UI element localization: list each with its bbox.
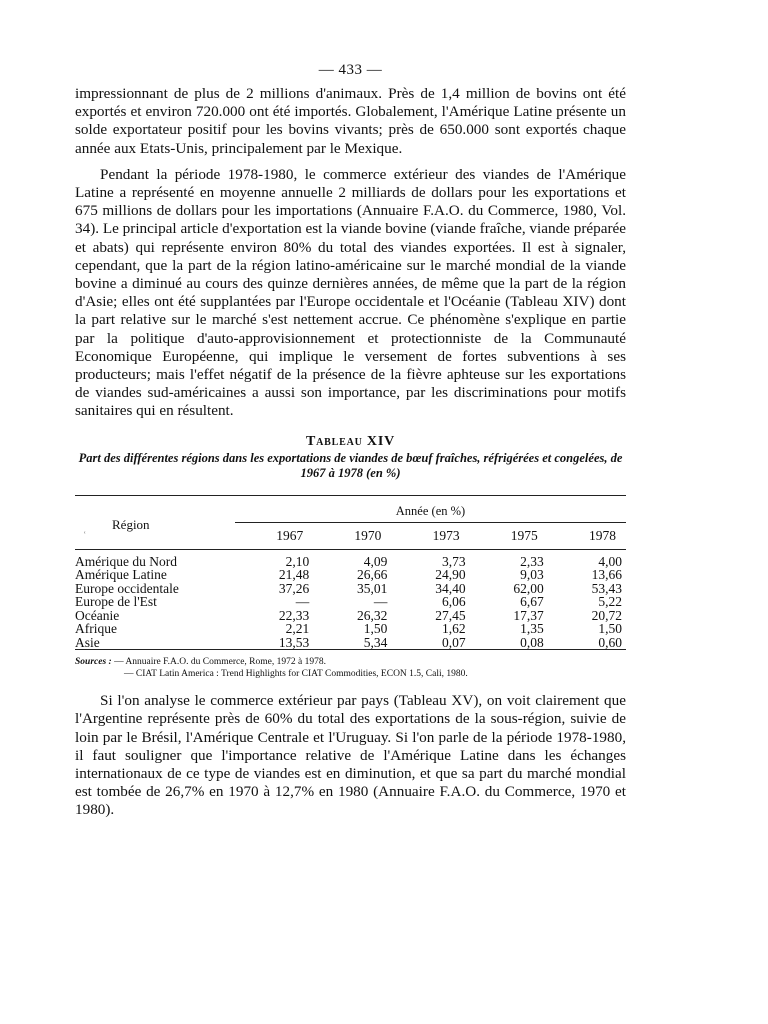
sources-label: Sources : xyxy=(75,657,112,668)
year-header: 1973 xyxy=(391,522,469,549)
value-cell: 5,34 xyxy=(363,634,388,650)
value-cell: 26,66 xyxy=(357,567,388,583)
region-cell: Amérique du Nord xyxy=(75,553,177,569)
region-cell: Europe de l'Est xyxy=(75,594,157,610)
table-bottom-rule xyxy=(75,650,626,654)
table-row xyxy=(75,595,626,609)
region-cell: Océanie xyxy=(75,607,120,623)
table-row xyxy=(75,555,626,569)
value-cell: 53,43 xyxy=(591,580,622,596)
table-row xyxy=(75,622,626,636)
value-cell: 6,67 xyxy=(520,594,544,610)
table-subtitle: Part des différentes régions dans les exportations de viandes de bœuf fraîches, réfrigérées et congelées, de 1967 à 1978 (en %) xyxy=(78,450,623,480)
year-header: 1967 xyxy=(235,522,313,549)
page-number: — 433 — xyxy=(318,62,383,78)
table-sources xyxy=(75,656,626,680)
region-cell: Amérique Latine xyxy=(75,567,167,583)
value-cell: 1,50 xyxy=(363,621,388,637)
value-cell: — xyxy=(295,594,310,610)
sources-text-1: — Annuaire F.A.O. du Commerce, Rome, 1972 à 1978. xyxy=(114,657,326,668)
value-cell: 0,60 xyxy=(598,634,622,650)
table-row xyxy=(75,636,626,650)
value-cell: 1,62 xyxy=(441,621,466,637)
year-header: 1970 xyxy=(313,522,391,549)
value-cell: 13,53 xyxy=(278,634,310,650)
value-cell: 24,90 xyxy=(435,567,466,583)
sources-line-2: — CIAT Latin America : Trend Highlights for CIAT Commodities, ECON 1.5, Cali, 1980. xyxy=(124,669,468,680)
paragraph-2: Pendant la période 1978-1980, le commerce extérieur des viandes de l'Amérique Latine a représenté en moyenne annuelle 2 milliards de dollars pour les exportations et 675 millions de dollars pour les importations (Annuaire F.A.O. du Commerce, 1980, Vol. 34). Le principal article d'exportation est la viande bovine (viande fraîche, viande préparée et abats) qui représente environ 80% du total des viandes exportées. Il est à signaler, cependant, que la part de la région latino-américaine sur le marché mondial de la viande bovine a diminué au cours des quinze dernières années, de même que la part de la région d'Asie; elles ont été supplantées par l'Europe occidentale et l'Océanie (Tableau XIV) dont la part relative sur le marché s'est nettement accrue. Ce phénomène s'explique en partie par la politique d'auto-approvisionnement et protectionniste de la Communauté Economique Européenne, qui implique le versement de fortes subventions à ses producteurs; mais l'effet négatif de la présence de la fièvre aphteuse sur les exportations de viandes sud-américaines a aussi son importance, par les discriminations pour motifs sanitaires qui en résultent. xyxy=(75,165,626,420)
paragraph-1: impressionnant de plus de 2 millions d'animaux. Près de 1,4 million de bovins ont été exportés et environ 720.000 ont été importés. Globalement, l'Amérique Latine présente un solde exportateur positif pour les bovins vivants; près de 650.000 sont exportés chaque année aux Etats-Unis, principalement par le Mexique. xyxy=(75,85,626,157)
paragraph-3: Si l'on analyse le commerce extérieur par pays (Tableau XV), on voit clairement que l'Argentine représente près de 60% du total des exportations de la sous-région, suivie de loin par le Brésil, l'Amérique Centrale et l'Uruguay. Si l'on parle de la période 1978-1980, il faut souligner que l'importance relative de l'Amérique Latine dans les échanges internationaux de ce type de viandes est en diminution, et que sa part du marché mondial est tombée de 26,7% en 1970 à 12,7% en 1980 (Annuaire F.A.O. du Commerce, 1970 et 1980). xyxy=(75,692,626,819)
table-row xyxy=(75,582,626,596)
table-title xyxy=(75,434,626,450)
year-header: 1978 xyxy=(548,522,626,549)
data-table xyxy=(75,495,626,654)
table-title-text: Tableau XIV xyxy=(306,433,395,449)
value-cell: 34,40 xyxy=(435,580,466,596)
value-cell: 1,50 xyxy=(598,621,622,637)
value-cell: 3,73 xyxy=(441,553,466,569)
value-cell: 6,06 xyxy=(441,594,466,610)
value-cell: 20,72 xyxy=(591,607,622,623)
year-group-header: Année (en %) xyxy=(395,504,466,519)
region-cell: Asie xyxy=(75,634,100,650)
value-cell: 22,33 xyxy=(278,607,310,623)
value-cell: 37,26 xyxy=(278,580,310,596)
value-cell: 21,48 xyxy=(278,567,310,583)
stray-mark: ʿ xyxy=(83,531,87,542)
value-cell: 4,09 xyxy=(363,553,388,569)
region-cell: Afrique xyxy=(75,621,117,637)
value-cell: 27,45 xyxy=(435,607,466,623)
value-cell: 35,01 xyxy=(357,580,388,596)
value-cell: 9,03 xyxy=(520,567,544,583)
table-row xyxy=(75,568,626,582)
value-cell: 62,00 xyxy=(513,580,544,596)
value-cell: 5,22 xyxy=(598,594,622,610)
region-header: Région xyxy=(112,517,150,533)
year-header: 1975 xyxy=(470,522,548,549)
region-cell: Europe occidentale xyxy=(75,580,179,596)
value-cell: 4,00 xyxy=(598,553,622,569)
value-cell: 2,33 xyxy=(520,553,544,569)
value-cell: — xyxy=(373,594,388,610)
value-cell: 2,10 xyxy=(285,553,310,569)
table-header-row-1 xyxy=(75,502,626,523)
value-cell: 2,21 xyxy=(285,621,310,637)
sources-line-1 xyxy=(75,656,626,668)
value-cell: 1,35 xyxy=(520,621,544,637)
table-row xyxy=(75,609,626,623)
value-cell: 26,32 xyxy=(357,607,388,623)
value-cell: 0,08 xyxy=(520,634,544,650)
value-cell: 0,07 xyxy=(441,634,466,650)
value-cell: 13,66 xyxy=(591,567,622,583)
document-page xyxy=(75,62,626,820)
value-cell: 17,37 xyxy=(513,607,544,623)
table-body xyxy=(75,555,626,650)
